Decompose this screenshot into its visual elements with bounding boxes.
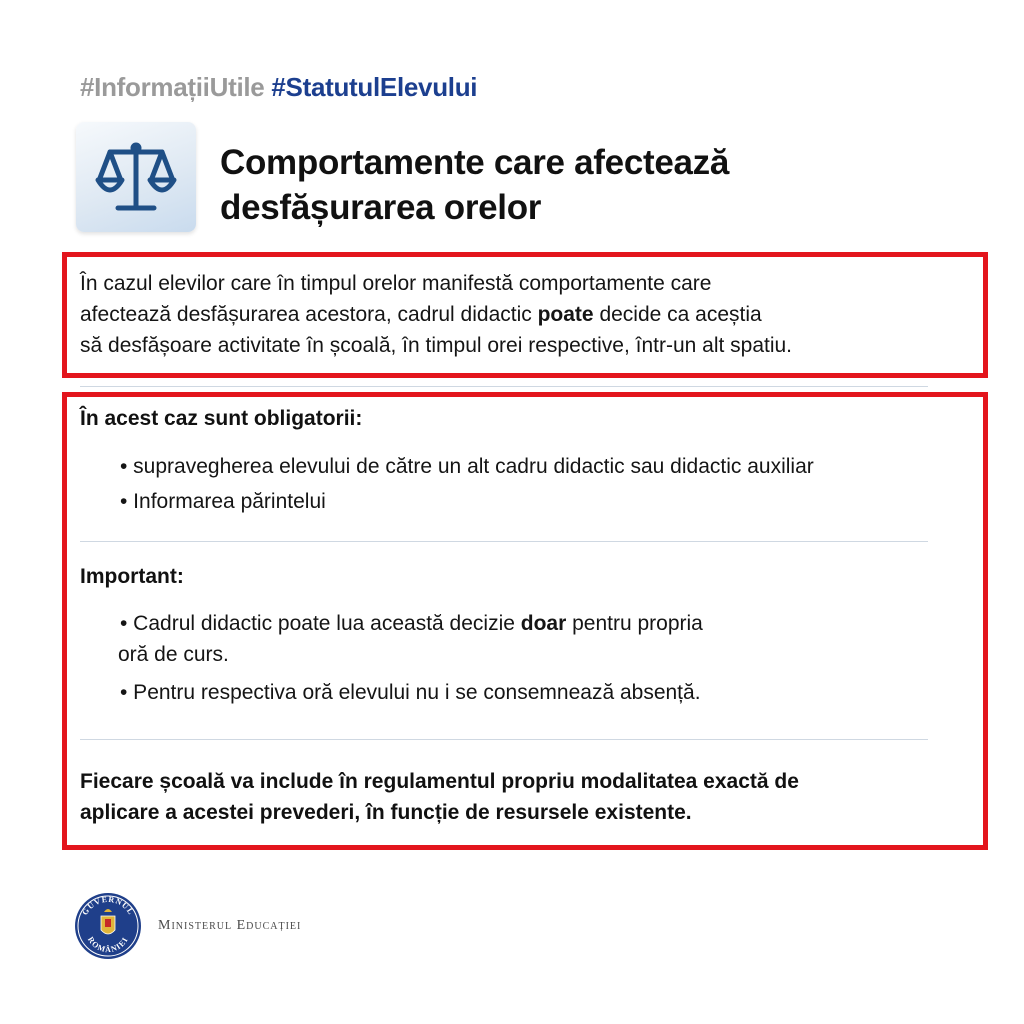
hashtag-line	[80, 72, 477, 103]
intro-emphasis-poate: poate	[537, 303, 594, 326]
hashtag-statutul-elevului[interactable]: #StatutulElevului	[271, 72, 478, 102]
svg-text:GUVERNUL: GUVERNUL	[80, 894, 136, 917]
final-note-line-1: Fiecare școală va include în regulamentul propriu modalitatea exactă de	[80, 770, 799, 793]
obligatory-heading: În acest caz sunt obligatorii:	[80, 407, 363, 430]
title-line-1: Comportamente care afectează	[220, 143, 730, 182]
scales-icon-tile	[76, 122, 196, 232]
government-seal-logo	[74, 892, 142, 960]
important-item-2: • Pentru respectiva oră elevului nu i se consemnează absență.	[120, 681, 701, 704]
hashtag-informatii-utile[interactable]: #InformațiiUtile	[80, 72, 265, 102]
intro-line-2-tail: decide ca aceștia	[593, 303, 762, 326]
intro-line-3: să desfășoare activitate în școală, în timpul orei respective, într-un alt spatiu.	[80, 334, 793, 357]
important-emphasis-doar: doar	[520, 612, 567, 635]
svg-text:ROMÂNIEI: ROMÂNIEI	[85, 935, 131, 955]
divider	[80, 541, 928, 542]
final-note-line-2: aplicare a acestei prevederi, în funcție de resursele existente.	[80, 801, 692, 824]
page-title	[220, 140, 940, 230]
intro-line-2	[80, 299, 980, 330]
obligatory-item-1: • supravegherea elevului de către un alt cadru didactic sau didactic auxiliar	[120, 455, 814, 478]
obligatory-item-2: • Informarea părintelui	[120, 490, 326, 513]
divider	[80, 739, 928, 740]
important-item-1-line-2: oră de curs.	[118, 643, 229, 666]
important-item-1	[120, 608, 980, 670]
divider	[80, 386, 928, 387]
ministry-name: Ministerul Educației	[158, 918, 302, 933]
final-note	[80, 766, 980, 828]
intro-line-2-text: afectează desfășurarea acestora, cadrul didactic	[80, 303, 538, 326]
intro-line-1: În cazul elevilor care în timpul orelor manifestă comportamente care	[80, 272, 712, 295]
important-item-1-tail: pentru propria	[566, 612, 703, 635]
scales-of-justice-icon	[94, 140, 178, 216]
title-line-2: desfășurarea orelor	[220, 188, 542, 227]
intro-paragraph	[80, 268, 980, 361]
important-item-1-text: • Cadrul didactic poate lua această decizie	[120, 612, 521, 635]
important-heading: Important:	[80, 565, 184, 588]
